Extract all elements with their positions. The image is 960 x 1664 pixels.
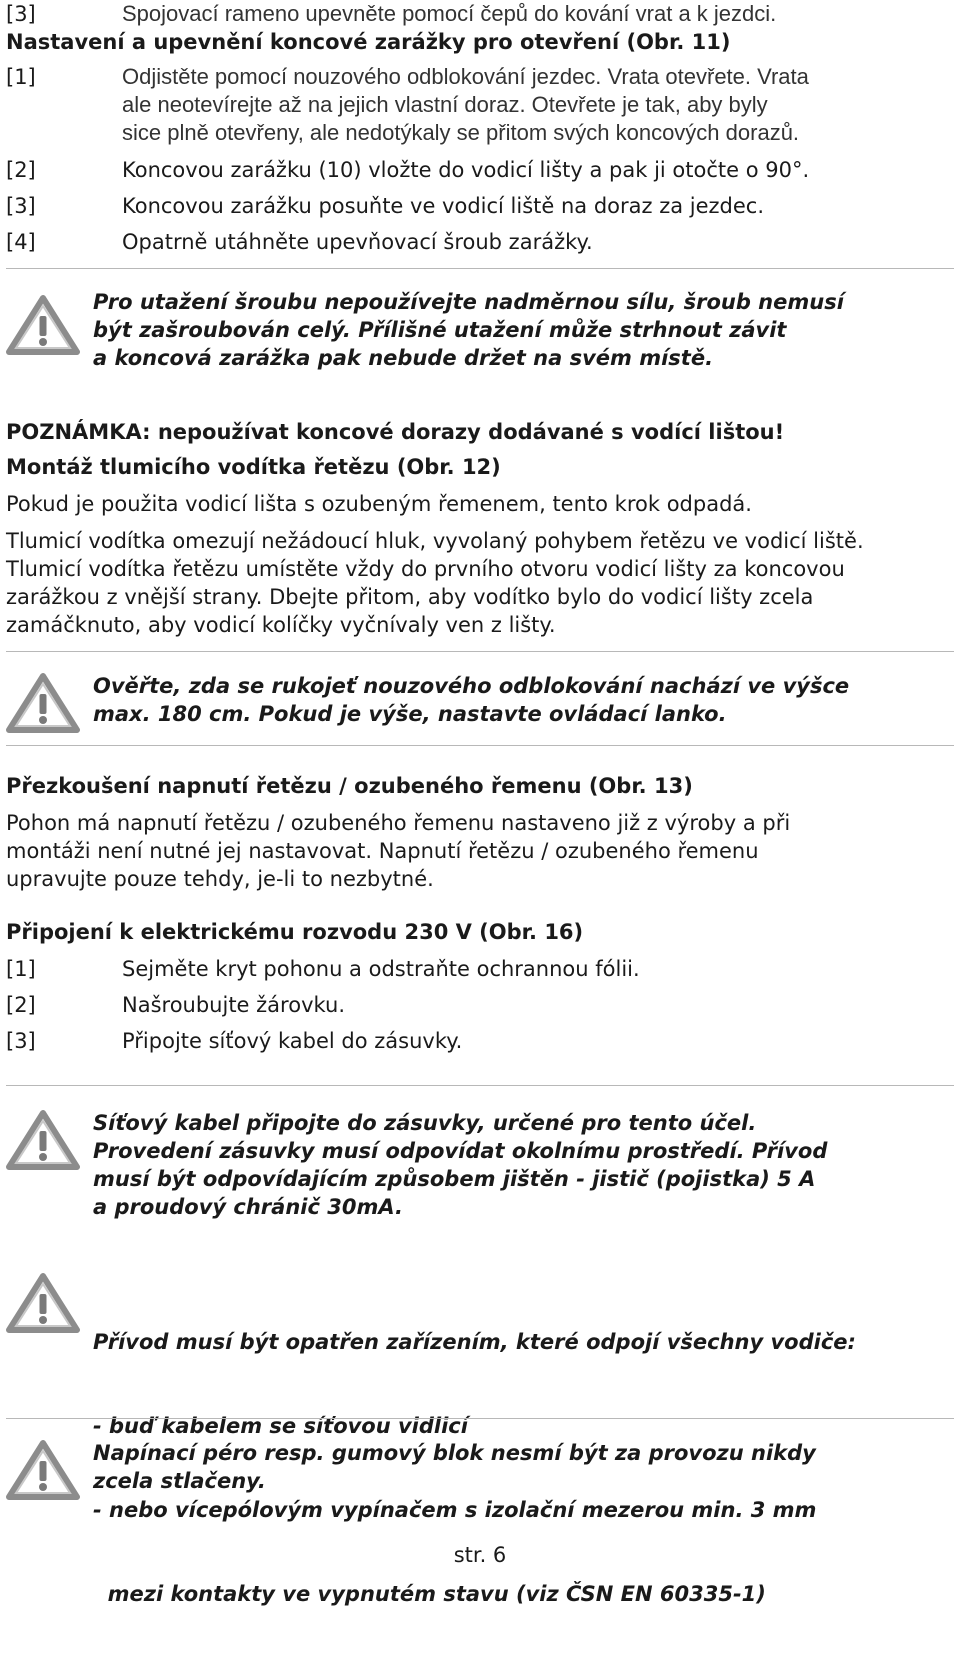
step-item: [6, 63, 954, 147]
paragraph-line: zarážkou z vnější strany. Dbejte přitom, aby vodítko bylo do vodicí lišty zcela: [6, 585, 814, 609]
warning-text-line: a koncová zarážka pak nebude držet na svém místě.: [93, 346, 714, 370]
paragraph: Pokud je použita vodicí lišta s ozubeným řemenem, tento krok odpadá.: [6, 492, 752, 516]
step-text-line: ale neotevírejte až na jejich vlastní doraz. Otevřete je tak, aby byly: [122, 92, 768, 117]
step-item: [6, 156, 954, 184]
divider: [6, 1418, 954, 1419]
paragraph-line: Pohon má napnutí řetězu / ozubeného řemenu nastaveno již z výroby a při: [6, 811, 791, 835]
warning-text-line: max. 180 cm. Pokud je výše, nastavte ovládací lanko.: [93, 702, 727, 726]
warning-text-line: Pro utažení šroubu nepoužívejte nadměrnou sílu, šroub nemusí: [93, 290, 844, 314]
warning-triangle-icon: [6, 672, 80, 734]
note-text: POZNÁMKA: nepoužívat koncové dorazy dodávané s vodící lištou!: [6, 420, 785, 444]
warning-text-line: a proudový chránič 30mA.: [93, 1195, 403, 1219]
paragraph-line: zamáčknuto, aby vodicí kolíčky vyčnívaly ven z lišty.: [6, 613, 556, 637]
paragraph-line: montáži není nutné jej nastavovat. Napnutí řetězu / ozubeného řemenu: [6, 839, 759, 863]
warning-text-line: Provedení zásuvky musí odpovídat okolnímu prostředí. Přívod: [93, 1139, 828, 1163]
step-text-line: sice plně otevřeny, ale nedotýkaly se přitom svých koncových dorazů.: [122, 120, 800, 145]
step-item: [6, 955, 954, 983]
paragraph-line: upravujte pouze tehdy, je-li to nezbytné.: [6, 867, 434, 891]
warning-text-line: Přívod musí být opatřen zařízením, které odpojí všechny vodiče:: [93, 1330, 856, 1354]
section-heading: Připojení k elektrickému rozvodu 230 V (Obr. 16): [6, 920, 584, 944]
step-number: [3]: [6, 2, 36, 26]
step-number: [1]: [6, 65, 36, 89]
step-text: Spojovací rameno upevněte pomocí čepů do kování vrat a k jezdci.: [122, 1, 777, 26]
divider: [6, 651, 954, 652]
page-number: str. 6: [453, 1543, 507, 1567]
step-number: [4]: [6, 230, 36, 254]
step-item: [6, 192, 954, 220]
warning-text-line: - buď kabelem se síťovou vidlicí: [93, 1414, 468, 1438]
warning-text-line: být zašroubován celý. Přílišné utažení může strhnout závit: [93, 318, 787, 342]
step-text: Sejměte kryt pohonu a odstraňte ochrannou fólii.: [122, 957, 640, 981]
step-number: [3]: [6, 194, 36, 218]
warning-text-line: musí být odpovídajícím způsobem jištěn - jistič (pojistka) 5 A: [93, 1167, 816, 1191]
step-number: [1]: [6, 957, 36, 981]
warning-text-line: Síťový kabel připojte do zásuvky, určené pro tento účel.: [93, 1111, 757, 1135]
warning-text-line: Napínací péro resp. gumový blok nesmí být za provozu nikdy: [93, 1441, 816, 1465]
step-text: Připojte síťový kabel do zásuvky.: [122, 1029, 463, 1053]
paragraph: [6, 809, 954, 893]
section-heading: Přezkoušení napnutí řetězu / ozubeného řemenu (Obr. 13): [6, 774, 693, 798]
warning-text-line: zcela stlačeny.: [93, 1469, 266, 1493]
paragraph-line: Tlumicí vodítka omezují nežádoucí hluk, vyvolaný pohybem řetězu ve vodicí liště.: [6, 529, 864, 553]
section-heading: Nastavení a upevnění koncové zarážky pro otevření (Obr. 11): [6, 30, 731, 54]
warning-triangle-icon: [6, 1109, 80, 1171]
step-item: [6, 0, 954, 28]
divider: [6, 745, 954, 746]
step-number: [2]: [6, 158, 36, 182]
warning-text-line: mezi kontakty ve vypnutém stavu (viz ČSN EN 60335-1): [93, 1582, 766, 1606]
divider: [6, 1085, 954, 1086]
step-item: [6, 1027, 954, 1055]
paragraph: [6, 527, 954, 639]
step-item: [6, 991, 954, 1019]
warning-triangle-icon: [6, 1439, 80, 1501]
warning-text-line: - nebo vícepólovým vypínačem s izolační mezerou min. 3 mm: [93, 1498, 817, 1522]
section-heading: Montáž tlumicího vodítka řetězu (Obr. 12): [6, 455, 501, 479]
step-text-line: Odjistěte pomocí nouzového odblokování jezdec. Vrata otevřete. Vrata: [122, 64, 809, 89]
warning-text-line: Ověřte, zda se rukojeť nouzového odblokování nachází ve výšce: [93, 674, 850, 698]
step-number: [2]: [6, 993, 36, 1017]
warning-triangle-icon: [6, 1272, 80, 1334]
step-text: Koncovou zarážku (10) vložte do vodicí lišty a pak ji otočte o 90°.: [122, 158, 810, 182]
step-number: [3]: [6, 1029, 36, 1053]
warning-triangle-icon: [6, 294, 80, 356]
paragraph-line: Tlumicí vodítka řetězu umístěte vždy do prvního otvoru vodicí lišty za koncovou: [6, 557, 845, 581]
step-item: [6, 228, 954, 256]
step-text: Našroubujte žárovku.: [122, 993, 345, 1017]
step-text: Koncovou zarážku posuňte ve vodicí liště na doraz za jezdec.: [122, 194, 765, 218]
step-text: Opatrně utáhněte upevňovací šroub zarážky.: [122, 230, 593, 254]
divider: [6, 268, 954, 269]
